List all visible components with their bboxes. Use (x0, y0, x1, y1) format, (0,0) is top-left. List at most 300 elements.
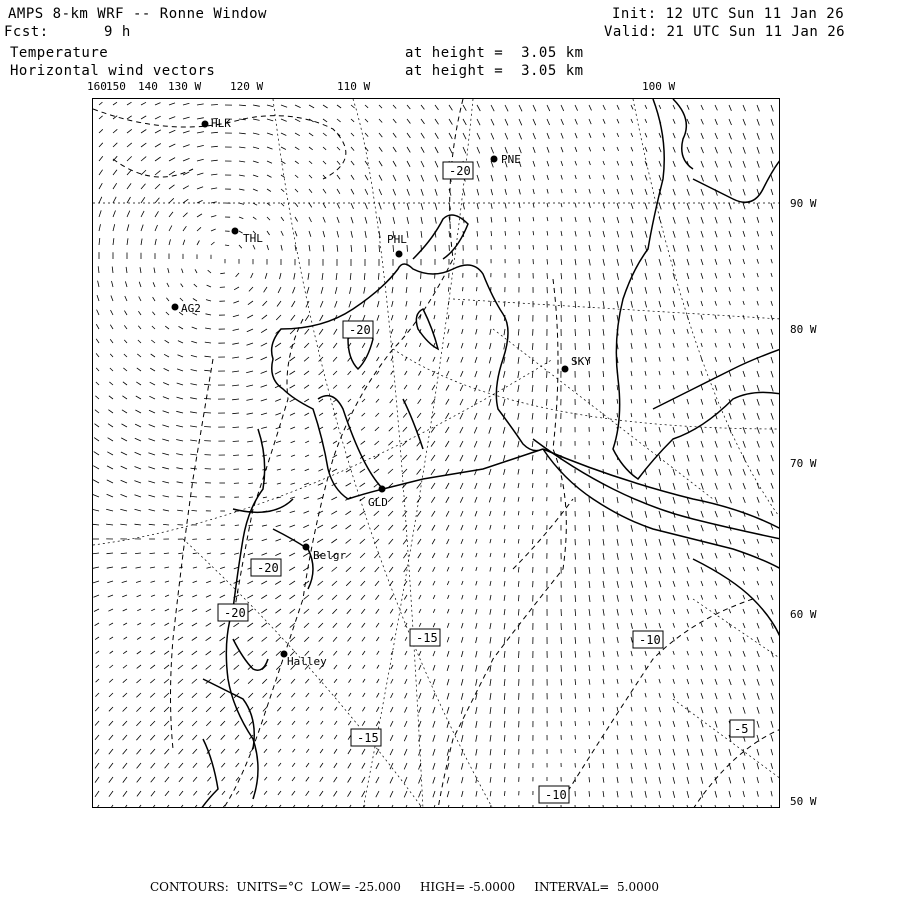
wind-vector (333, 623, 337, 628)
wind-vector (575, 693, 576, 699)
wind-vector (155, 130, 161, 133)
wind-vector (561, 637, 562, 644)
wind-vector (263, 721, 267, 725)
wind-vector (446, 371, 449, 376)
wind-vector (233, 301, 239, 303)
wind-vector (390, 595, 393, 600)
wind-vector (491, 133, 494, 139)
wind-vector (446, 413, 450, 419)
wind-vector (503, 427, 505, 434)
wind-vector (318, 483, 323, 485)
wind-vector (477, 203, 478, 209)
wind-vector (138, 326, 141, 329)
wind-vector (687, 147, 689, 153)
wind-vector (162, 467, 169, 469)
wind-vector (95, 623, 99, 626)
wind-vector (169, 158, 175, 161)
wind-vector (729, 189, 731, 196)
wind-vector (365, 161, 368, 166)
wind-vector (547, 441, 548, 447)
wind-vector (290, 511, 295, 513)
wind-vector (504, 665, 505, 672)
wind-vector (349, 693, 351, 696)
wind-vector (418, 385, 421, 390)
wind-vector (589, 525, 590, 531)
wind-vector (404, 735, 407, 741)
wind-vector (323, 133, 327, 136)
wind-vector (421, 189, 423, 196)
wind-vector (247, 343, 254, 345)
wind-vector (617, 133, 619, 137)
wind-vector (603, 707, 604, 711)
wind-vector (379, 175, 382, 181)
wind-vector (165, 595, 169, 597)
wind-vector (659, 595, 661, 601)
wind-vector (179, 595, 183, 597)
wind-vector (179, 749, 184, 754)
wind-vector (347, 595, 352, 600)
wind-vector (490, 567, 491, 572)
wind-vector (363, 315, 365, 321)
wind-vector (701, 581, 703, 586)
wind-vector (206, 314, 212, 315)
wind-vector (275, 581, 281, 585)
wind-vector (113, 102, 117, 105)
wind-vector (729, 637, 731, 642)
wind-vector (417, 483, 421, 489)
wind-vector (346, 483, 351, 486)
wind-vector (365, 231, 366, 238)
wind-vector (234, 553, 239, 554)
wind-vector (687, 609, 689, 614)
wind-vector (333, 651, 337, 655)
contour-label-1 (443, 162, 473, 179)
wind-vector (123, 368, 127, 371)
wind-vector (561, 161, 563, 166)
wind-vector (167, 283, 169, 287)
wind-vector (417, 455, 421, 460)
wind-vector (351, 217, 353, 223)
wind-vector (263, 693, 267, 698)
wind-vector (617, 763, 618, 769)
wind-vector (645, 147, 647, 152)
wind-vector (505, 805, 506, 808)
wind-vector (320, 749, 323, 753)
wind-vector (659, 511, 661, 518)
wind-vector (743, 119, 746, 125)
wind-vector (757, 553, 759, 557)
wind-vector (533, 147, 535, 153)
wind-vector (137, 763, 141, 768)
wind-vector (246, 399, 253, 400)
wind-vector (431, 441, 435, 447)
wind-vector (123, 665, 127, 668)
wind-vector (474, 455, 477, 461)
wind-vector (490, 315, 491, 321)
wind-vector (93, 509, 99, 511)
wind-vector (491, 231, 492, 236)
wind-vector (307, 287, 309, 294)
wind-vector (137, 595, 141, 597)
wind-vector (490, 693, 491, 700)
wind-vector (206, 637, 211, 641)
wind-vector (375, 427, 379, 431)
wind-vector (432, 525, 435, 531)
wind-vector (351, 203, 354, 209)
wind-vector (715, 343, 716, 347)
wind-vector (589, 175, 590, 179)
wind-vector (645, 189, 647, 195)
wind-vector (729, 329, 730, 333)
wind-vector (220, 581, 225, 583)
wind-vector (305, 413, 310, 416)
wind-vector (603, 371, 604, 377)
wind-vector (645, 119, 647, 123)
wind-vector (94, 595, 100, 597)
wind-vector (391, 357, 393, 361)
station-label-phl: PHL (387, 233, 407, 246)
wind-vector (645, 287, 647, 294)
wind-vector (404, 805, 407, 808)
wind-vector (149, 425, 155, 428)
wind-vector (346, 539, 351, 543)
wind-vector (393, 147, 396, 152)
wind-vector (434, 287, 435, 292)
wind-vector (248, 651, 253, 656)
wind-vector (673, 553, 675, 559)
wind-vector (351, 119, 354, 122)
wind-vector (220, 273, 225, 274)
wind-vector (729, 805, 730, 808)
wind-vector (179, 763, 183, 768)
wind-vector (127, 170, 132, 175)
wind-vector (659, 665, 660, 669)
wind-vector (533, 539, 534, 544)
wind-vector (729, 371, 731, 377)
wind-vector (547, 217, 548, 221)
wind-vector (110, 651, 113, 654)
wind-vector (250, 805, 253, 808)
wind-vector (278, 791, 281, 795)
wind-vector (757, 231, 759, 236)
wind-vector (183, 226, 186, 231)
wind-vector (617, 399, 618, 404)
wind-vector (248, 301, 253, 305)
wind-vector (419, 581, 422, 586)
wind-vector (388, 497, 393, 502)
wind-vector (206, 721, 211, 726)
wind-vector (292, 301, 296, 307)
wind-vector (490, 581, 491, 586)
wind-vector (715, 161, 718, 167)
wind-vector (95, 735, 99, 740)
wind-vector (375, 567, 379, 572)
wind-vector (333, 637, 337, 642)
wind-vector (304, 385, 309, 388)
wind-vector (687, 651, 689, 655)
wind-vector (393, 175, 396, 181)
wind-vector (476, 637, 477, 643)
wind-vector (673, 623, 675, 628)
wind-vector (575, 567, 576, 574)
wind-vector (183, 213, 188, 217)
wind-vector (390, 609, 393, 613)
wind-vector (490, 651, 491, 658)
wind-vector (332, 469, 337, 472)
wind-vector (295, 105, 301, 108)
wind-vector (183, 103, 189, 105)
wind-vector (123, 382, 127, 385)
wind-vector (673, 259, 675, 266)
wind-vector (206, 665, 211, 669)
wind-vector (771, 105, 773, 112)
wind-vector (277, 693, 281, 697)
wind-vector (673, 721, 675, 727)
wind-vector (137, 791, 141, 796)
wind-vector (319, 329, 323, 335)
wind-vector (547, 259, 548, 265)
wind-vector (743, 581, 745, 585)
wind-vector (743, 539, 745, 544)
wind-vector-field (93, 102, 773, 808)
wind-vector (304, 399, 309, 402)
wind-vector (461, 343, 463, 348)
wind-vector (295, 217, 298, 222)
wind-vector (771, 749, 773, 755)
wind-vector (715, 665, 717, 670)
wind-vector (323, 119, 327, 122)
wind-vector (617, 791, 618, 797)
wind-vector (379, 105, 382, 108)
wind-vector (575, 735, 576, 739)
wind-vector (127, 156, 132, 161)
wind-vector (235, 721, 239, 726)
wind-vector (109, 805, 113, 808)
wind-vector (715, 763, 717, 770)
wind-vector (715, 469, 717, 476)
wind-vector (250, 777, 253, 780)
wind-vector (449, 147, 452, 153)
wind-vector (407, 217, 409, 224)
wind-vector (631, 777, 632, 783)
wind-vector (265, 273, 267, 279)
wind-vector (447, 735, 449, 742)
wind-vector (532, 483, 533, 488)
wind-vector (743, 287, 744, 291)
wind-vector (532, 441, 533, 447)
wind-vector (715, 329, 716, 333)
wind-vector (151, 805, 155, 808)
wind-vector (109, 707, 113, 711)
wind-vector (729, 469, 731, 476)
wind-vector (169, 130, 175, 133)
wind-vector (331, 511, 337, 514)
wind-vector (645, 763, 647, 769)
wind-vector (267, 161, 272, 163)
wind-vector (109, 679, 113, 682)
wind-vector (575, 119, 577, 125)
wind-vector (433, 693, 435, 699)
wind-vector (98, 266, 99, 273)
wind-vector (379, 203, 381, 209)
wind-vector (687, 189, 689, 196)
wind-vector (771, 763, 773, 769)
wind-vector (743, 273, 745, 278)
wind-vector (589, 763, 590, 768)
wind-vector (248, 553, 253, 555)
wind-vector (264, 763, 267, 766)
wind-vector (589, 595, 590, 602)
wind-vector (519, 315, 520, 321)
wind-vector (235, 735, 239, 740)
wind-vector (659, 105, 661, 109)
wind-vector (504, 763, 505, 769)
wind-vector (603, 623, 604, 630)
wind-vector (504, 539, 505, 543)
wind-vector (277, 483, 281, 484)
wind-vector (276, 441, 281, 443)
wind-vector (236, 791, 239, 794)
wind-vector (743, 609, 745, 614)
wind-vector (771, 357, 773, 363)
wind-vector (392, 301, 393, 307)
wind-vector (332, 581, 337, 586)
wind-vector (393, 217, 395, 224)
wind-vector (701, 161, 704, 167)
wind-vector (645, 539, 647, 546)
wind-vector (220, 693, 225, 698)
wind-vector (771, 455, 773, 461)
wind-vector (121, 466, 127, 469)
wind-vector (503, 399, 505, 406)
wind-vector (575, 161, 577, 165)
wind-vector (169, 117, 175, 119)
wind-vector (389, 427, 393, 431)
wind-vector (176, 425, 183, 427)
wind-vector (687, 637, 688, 641)
wind-vector (304, 637, 309, 642)
wind-vector (518, 329, 519, 336)
wind-vector (715, 581, 717, 586)
wind-vector (743, 805, 744, 808)
wind-vector (463, 147, 466, 153)
wind-vector (93, 553, 99, 554)
wind-vector (617, 497, 618, 503)
wind-vector (435, 161, 438, 167)
wind-vector (220, 651, 226, 655)
wind-vector (135, 495, 142, 497)
wind-vector (309, 175, 312, 178)
wind-vector (729, 203, 731, 209)
wind-vector (659, 805, 661, 808)
wind-vector (589, 581, 590, 588)
wind-vector (687, 525, 689, 531)
wind-vector (659, 161, 661, 167)
wind-vector (561, 273, 562, 279)
wind-vector (490, 721, 491, 728)
wind-vector (405, 707, 408, 713)
wind-vector (715, 679, 717, 685)
wind-vector (183, 145, 190, 147)
wind-vector (193, 791, 197, 795)
wind-vector (603, 721, 604, 725)
wind-vector (148, 467, 155, 469)
wind-vector (419, 343, 421, 347)
wind-vector (504, 707, 505, 714)
wind-vector (346, 553, 351, 558)
wind-vector (645, 371, 646, 376)
wind-vector (757, 245, 759, 250)
wind-vector (631, 455, 632, 460)
wind-vector (547, 175, 549, 180)
wind-vector (321, 721, 323, 724)
wind-vector (603, 651, 604, 657)
wind-vector (155, 225, 158, 231)
wind-vector (275, 553, 281, 556)
wind-vector (673, 413, 675, 418)
wind-vector (393, 189, 396, 195)
wind-vector (136, 382, 141, 385)
wind-vector (204, 427, 211, 428)
wind-vector (461, 371, 464, 377)
wind-vector (673, 231, 675, 238)
wind-vector (304, 357, 309, 361)
wind-vector (433, 791, 435, 797)
wind-vector (155, 144, 161, 148)
height-wind: at height = 3.05 km (405, 63, 584, 79)
wind-vector (771, 413, 773, 420)
wind-vector (152, 312, 155, 315)
wind-vector (603, 525, 604, 531)
wind-vector (617, 623, 618, 629)
wind-vector (757, 693, 759, 700)
wind-vector (659, 721, 661, 727)
wind-vector (603, 749, 604, 754)
wind-vector (673, 679, 675, 684)
wind-vector (402, 455, 407, 460)
wind-vector (293, 287, 296, 293)
wind-vector (178, 665, 183, 669)
wind-vector (771, 665, 773, 671)
wind-vector (295, 133, 300, 136)
wind-vector (267, 203, 270, 206)
wind-vector (771, 315, 773, 320)
wind-vector (445, 441, 449, 447)
wind-vector (336, 273, 337, 280)
wind-vector (177, 369, 183, 371)
wind-vector (169, 144, 175, 147)
wind-vector (220, 595, 225, 598)
wind-vector (135, 524, 142, 525)
wind-vector (193, 553, 197, 554)
svg-text:-20: -20 (224, 606, 246, 620)
wind-vector (99, 129, 103, 133)
wind-vector (267, 133, 273, 135)
wind-vector (449, 133, 452, 139)
wind-vector (403, 427, 407, 432)
wind-vector (120, 524, 127, 525)
wind-vector (235, 749, 239, 753)
wind-vector (476, 581, 477, 585)
lat-tick-70: 70 W (790, 457, 817, 470)
wind-vector (771, 651, 773, 657)
wind-vector (295, 175, 298, 178)
wind-vector (715, 637, 717, 642)
wind-vector (281, 203, 284, 206)
wind-vector (337, 203, 340, 208)
wind-vector (490, 637, 491, 643)
svg-text:-15: -15 (357, 731, 379, 745)
